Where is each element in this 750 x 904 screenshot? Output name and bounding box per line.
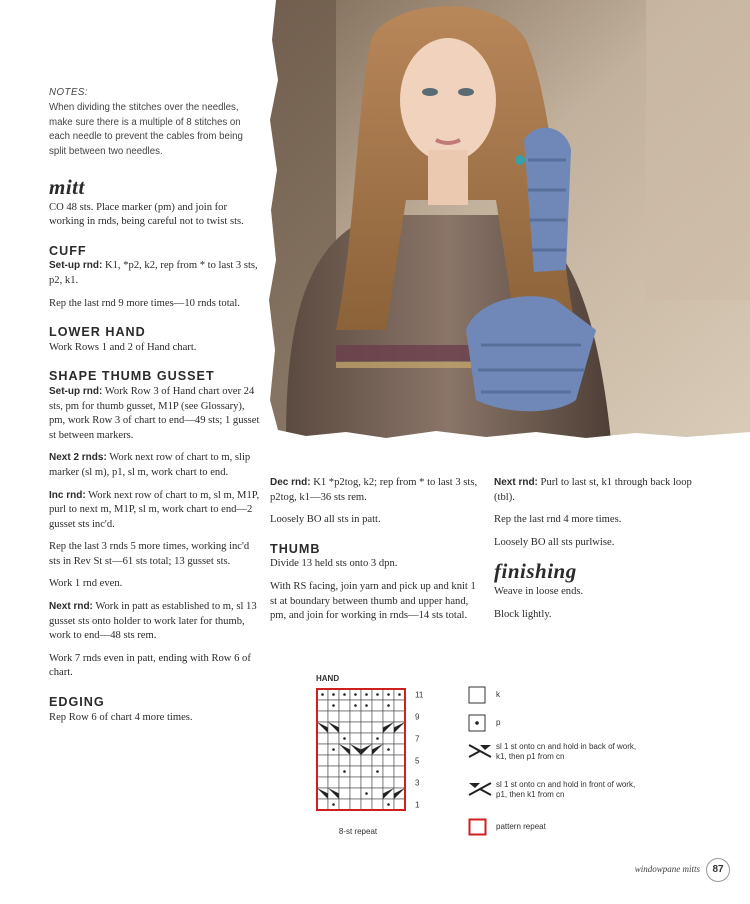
- cuff-heading: CUFF: [49, 243, 87, 258]
- chart-cell: [361, 722, 372, 733]
- gusset-setup-label: Set-up rnd:: [49, 385, 103, 397]
- next2-text: Work next row of chart to m, slip marker (sl m), p1, sl m, work chart to end.: [49, 452, 251, 478]
- page-number: 87: [706, 858, 730, 882]
- cable-back-icon: [468, 744, 492, 758]
- chart-cell: [394, 711, 405, 722]
- column-3: [494, 476, 704, 630]
- repeat-box-icon: [468, 818, 488, 836]
- notes-body: When dividing the stitches over the needles, make sure there is a multiple of 8 stitches on each needle to prevent the cables from being split between two needles.: [49, 101, 243, 158]
- purl-dot: [332, 748, 335, 751]
- chart-cell: [328, 777, 339, 788]
- chart-cell: [350, 722, 361, 733]
- row-number-label: 11: [415, 690, 424, 700]
- chart-cell: [317, 733, 328, 744]
- purl-dot: [387, 803, 390, 806]
- bo-purlwise-text: Loosely BO all sts purlwise.: [494, 536, 615, 548]
- thumb-text-1: Divide 13 held sts onto 3 dpn.: [270, 558, 398, 570]
- chart-cell: [328, 733, 339, 744]
- chart-cell: [350, 788, 361, 799]
- purl-dot: [398, 693, 401, 696]
- dec-instruction: [270, 476, 478, 505]
- legend-purl-text: p: [496, 718, 501, 727]
- row-number-label: 9: [415, 712, 420, 722]
- chart-cell: [394, 799, 405, 810]
- chart-cell: [394, 744, 405, 755]
- chart-cell: [317, 766, 328, 777]
- model-photo: [266, 0, 750, 440]
- notes-title: NOTES:: [49, 87, 89, 98]
- legend-knit-text: k: [496, 690, 500, 699]
- chart-cell: [383, 777, 394, 788]
- purl-dot: [343, 770, 346, 773]
- chart-cell: [350, 777, 361, 788]
- purl-dot: [321, 693, 324, 696]
- bo-text: Loosely BO all sts in patt.: [270, 514, 381, 526]
- mitt-text: CO 48 sts. Place marker (pm) and join for working in rnds, being careful not to twist sts.: [49, 201, 244, 228]
- chart-cell: [317, 700, 328, 711]
- cable-front-icon: [468, 782, 492, 796]
- gusset-setup: [49, 385, 261, 443]
- purl-dot: [343, 693, 346, 696]
- purl-dot: [332, 803, 335, 806]
- chart-cell: [328, 766, 339, 777]
- chart-title: HAND: [316, 674, 340, 683]
- legend-repeat-text: pattern repeat: [496, 822, 546, 831]
- purl-dot: [376, 737, 379, 740]
- chart-cell: [339, 777, 350, 788]
- purl-dot: [376, 770, 379, 773]
- chart-cell: [328, 711, 339, 722]
- chart-cell: [372, 722, 383, 733]
- purl-dot: [365, 792, 368, 795]
- chart-cell: [339, 700, 350, 711]
- purl-dot: [343, 737, 346, 740]
- chart-cell: [372, 711, 383, 722]
- chart-cell: [339, 722, 350, 733]
- finishing-heading: finishing: [494, 559, 577, 584]
- column-1: [49, 175, 261, 733]
- cuff-setup-text: K1, *p2, k2, rep from * to last 3 sts, p2, k1.: [49, 260, 258, 286]
- chart-cell: [383, 733, 394, 744]
- next2-label: Next 2 rnds:: [49, 452, 107, 464]
- work-7-text: Work 7 rnds even in patt, ending with Row 6 of chart.: [49, 652, 251, 679]
- row-number-label: 3: [415, 778, 420, 788]
- chart-cell: [339, 799, 350, 810]
- next2-instruction: [49, 451, 261, 480]
- purl-dot: [365, 693, 368, 696]
- chart-cell: [394, 700, 405, 711]
- cuff-setup-label: Set-up rnd:: [49, 260, 103, 272]
- chart-cell: [361, 755, 372, 766]
- chart-cell: [394, 777, 405, 788]
- chart-cell: [328, 755, 339, 766]
- next-rnd-instruction: [494, 476, 704, 505]
- cuff-repeat: Rep the last rnd 9 more times—10 rnds total.: [49, 297, 240, 309]
- chart-cell: [394, 755, 405, 766]
- purl-dot: [387, 704, 390, 707]
- legend-cable-front-text: sl 1 st onto cn and hold in front of work, p1, then k1 from cn: [496, 780, 636, 799]
- chart-cell: [317, 711, 328, 722]
- inc-instruction: [49, 489, 261, 533]
- legend-cable-back-text: sl 1 st onto cn and hold in back of work, k1, then p1 from cn: [496, 742, 637, 761]
- purl-dot: [332, 704, 335, 707]
- rep-text: Rep the last rnd 4 more times.: [494, 514, 622, 526]
- chart-cell: [372, 799, 383, 810]
- purl-dot: [387, 748, 390, 751]
- gusset-setup-text: Work Row 3 of Hand chart over 24 sts, pm for thumb gusset, M1P (see Glossary), pm, work Row 3 of chart to end—49 sts; 1 gusset st between markers.: [49, 385, 260, 441]
- next-rnd-label: Next rnd:: [494, 477, 538, 488]
- purl-dot: [332, 693, 335, 696]
- edging-heading: EDGING: [49, 695, 105, 710]
- chart-cell: [361, 733, 372, 744]
- gusset-heading: SHAPE THUMB GUSSET: [49, 369, 215, 384]
- purl-dot: [376, 693, 379, 696]
- mitt-heading: mitt: [49, 175, 85, 199]
- notes-block: [49, 86, 261, 160]
- chart-cell: [339, 788, 350, 799]
- dec-label: Dec rnd:: [270, 477, 311, 488]
- repeat-label: 8-st repeat: [338, 827, 378, 836]
- chart-cell: [372, 755, 383, 766]
- next-instruction: [49, 600, 261, 644]
- purl-dot: [365, 704, 368, 707]
- chart-cell: [361, 799, 372, 810]
- chart-cell: [339, 755, 350, 766]
- chart-cell: [361, 711, 372, 722]
- thumb-text-2: With RS facing, join yarn and pick up and knit 1 st at boundary between thumb and upper hand, pm, and join for working in rnds—14 sts total.: [270, 580, 476, 622]
- rep-inc-text: Rep the last 3 rnds 5 more times, working inc'd sts in Rev St st—61 sts total; 13 gusset sts.: [49, 541, 250, 567]
- chart-cell: [361, 777, 372, 788]
- purl-dot: [387, 693, 390, 696]
- chart-cell: [350, 799, 361, 810]
- edging-text: Rep Row 6 of chart 4 more times.: [49, 711, 193, 723]
- knit-symbol-icon: [468, 686, 486, 704]
- chart-cell: [372, 700, 383, 711]
- chart-cell: [394, 766, 405, 777]
- next-label: Next rnd:: [49, 601, 93, 613]
- chart-cell: [317, 777, 328, 788]
- inc-text: Work next row of chart to m, sl m, M1P, purl to next m, M1P, sl m, work chart to end—2 gusset sts inc'd.: [49, 489, 260, 530]
- lower-hand-text: Work Rows 1 and 2 of Hand chart.: [49, 341, 197, 353]
- column-2: [270, 476, 478, 632]
- chart-cell: [372, 777, 383, 788]
- chart-cell: [361, 766, 372, 777]
- row-number-label: 7: [415, 734, 420, 744]
- chart-cell: [394, 733, 405, 744]
- work-1-text: Work 1 rnd even.: [49, 578, 123, 590]
- chart-cell: [383, 755, 394, 766]
- chart-cell: [372, 788, 383, 799]
- running-title: windowpane mitts: [634, 864, 700, 874]
- chart-cell: [383, 711, 394, 722]
- block-text: Block lightly.: [494, 608, 552, 620]
- next-text: Work in patt as established to m, sl 13 gusset sts onto holder to work later for thumb, work to end—48 sts rem.: [49, 601, 257, 642]
- purl-dot: [354, 704, 357, 707]
- dec-text: K1 *p2tog, k2; rep from * to last 3 sts, p2tog, k1—36 sts rem.: [270, 477, 478, 503]
- inc-label: Inc rnd:: [49, 489, 86, 501]
- chart-cell: [383, 766, 394, 777]
- purl-dot: [354, 693, 357, 696]
- chart-cell: [317, 755, 328, 766]
- page-footer: [635, 858, 730, 882]
- thumb-heading: THUMB: [270, 541, 321, 556]
- chart-cell: [350, 733, 361, 744]
- chart-cell: [339, 711, 350, 722]
- lower-hand-heading: LOWER HAND: [49, 325, 146, 340]
- chart-cell: [350, 755, 361, 766]
- row-number-label: 5: [415, 756, 420, 766]
- purl-symbol-icon: [468, 714, 486, 732]
- chart-cell: [317, 799, 328, 810]
- next-rnd-text: Purl to last st, k1 through back loop (tbl).: [494, 477, 692, 503]
- chart-cell: [317, 744, 328, 755]
- chart-cell: [350, 711, 361, 722]
- hand-chart: [310, 670, 450, 840]
- row-number-label: 1: [415, 800, 420, 810]
- cuff-setup: [49, 259, 261, 288]
- weave-text: Weave in loose ends.: [494, 585, 584, 597]
- chart-cell: [350, 766, 361, 777]
